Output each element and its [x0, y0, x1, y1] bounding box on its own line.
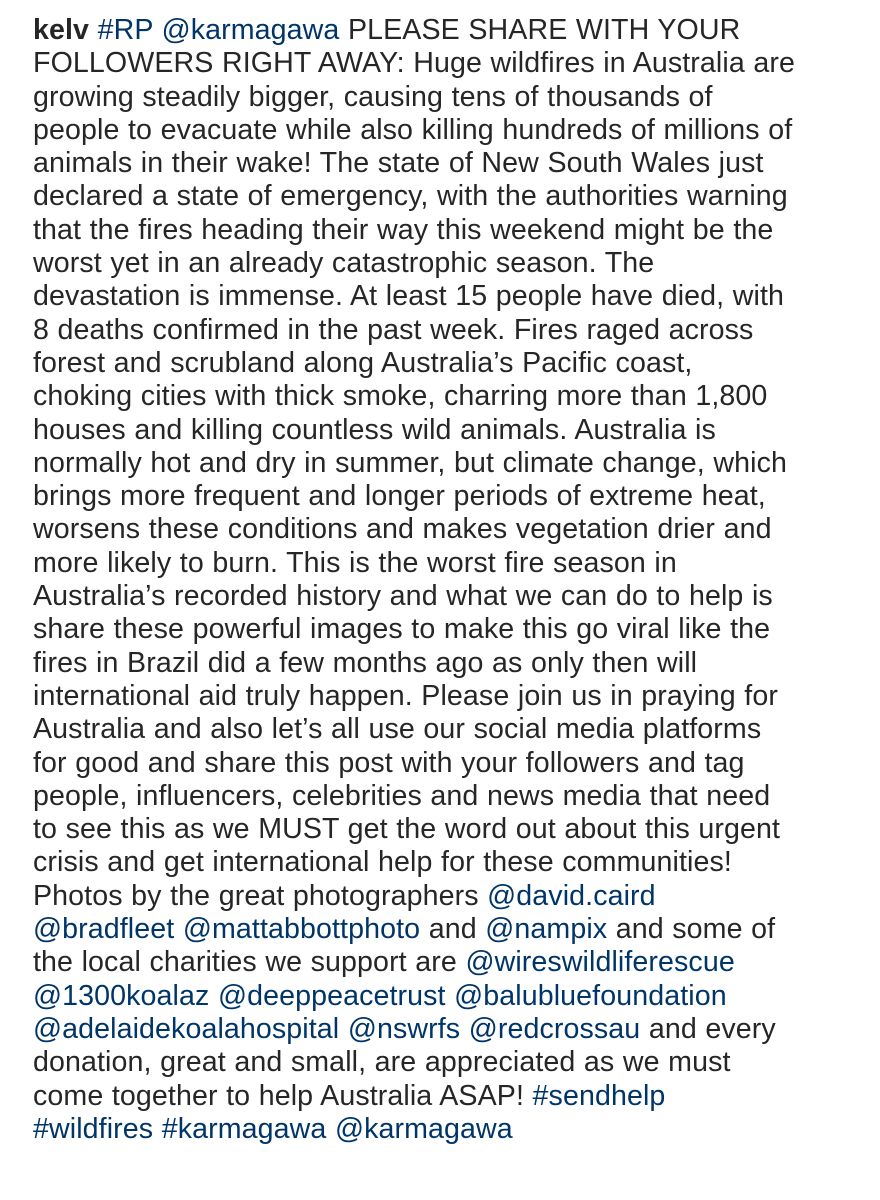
- caption-line: [33, 1013, 854, 1046]
- caption-text: [153, 14, 162, 46]
- mention-link[interactable]: @wireswildliferescue: [465, 946, 735, 979]
- caption-line: [33, 380, 854, 413]
- mention-link[interactable]: @deeppeacetrust: [217, 979, 446, 1012]
- caption-line: [33, 314, 854, 347]
- caption-line: [33, 280, 854, 313]
- caption-line: [33, 347, 854, 380]
- caption-text: more likely to burn. This is the worst fire season in: [33, 546, 677, 579]
- caption-text: worsens these conditions and makes vegetation drier and: [33, 513, 772, 546]
- caption-line: [33, 580, 854, 613]
- mention-link[interactable]: @david.caird: [487, 879, 656, 912]
- caption-line: [33, 214, 854, 247]
- caption-line: [33, 813, 854, 846]
- caption-text: the local charities we support are: [33, 946, 466, 979]
- caption-text: [174, 913, 183, 945]
- caption-line: [33, 1080, 854, 1113]
- caption-text: Photos by the great photographers: [33, 879, 488, 912]
- caption-text: to see this as we MUST get the word out about this urgent: [33, 813, 781, 846]
- caption-line: [33, 47, 854, 80]
- caption-text: people to evacuate while also killing hundreds of millions of: [33, 113, 793, 146]
- caption-text: that the fires heading their way this weekend might be the: [33, 213, 774, 246]
- caption-line: [33, 147, 854, 180]
- caption-line: [33, 114, 854, 147]
- mention-link[interactable]: @karmagawa: [334, 1112, 513, 1145]
- mention-link[interactable]: @mattabbottphoto: [182, 913, 421, 946]
- caption-line: [33, 980, 854, 1013]
- caption-line: [33, 180, 854, 213]
- caption-line: [33, 680, 854, 713]
- hashtag-link[interactable]: #sendhelp: [532, 1079, 666, 1112]
- caption-text: animals in their wake! The state of New South Wales just: [33, 147, 764, 180]
- caption-line: [33, 647, 854, 680]
- caption-line: [33, 81, 854, 114]
- caption-text: brings more frequent and longer periods of extreme heat,: [33, 480, 766, 513]
- caption-line: [33, 613, 854, 646]
- caption-line: [33, 480, 854, 513]
- caption-text: devastation is immense. At least 15 people have died, with: [33, 280, 785, 313]
- caption-text: forest and scrubland along Australia’s Pacific coast,: [33, 346, 693, 379]
- mention-link[interactable]: @karmagawa: [161, 14, 340, 46]
- caption-line: [33, 780, 854, 813]
- caption-text: donation, great and small, are appreciated as we must: [33, 1046, 731, 1079]
- hashtag-link[interactable]: #RP: [97, 14, 154, 46]
- mention-link[interactable]: @1300koalaz: [33, 979, 210, 1012]
- caption-line: [33, 414, 854, 447]
- caption-text: and: [420, 913, 486, 946]
- caption-text: [339, 1013, 348, 1045]
- caption-line: [33, 447, 854, 480]
- hashtag-link[interactable]: #karmagawa: [161, 1112, 327, 1145]
- mention-link[interactable]: @adelaidekoalahospital: [33, 1012, 340, 1045]
- caption-text: [153, 1113, 162, 1145]
- caption-text: international aid truly happen. Please join us in praying for: [33, 679, 778, 712]
- caption-text: fires in Brazil did a few months ago as only then will: [33, 646, 698, 679]
- caption-text: choking cities with thick smoke, charring more than 1,800: [33, 380, 768, 413]
- caption-line: [33, 1046, 854, 1079]
- caption-text: declared a state of emergency, with the authorities warning: [33, 180, 788, 213]
- mention-link[interactable]: @nampix: [485, 913, 608, 946]
- caption-text: crisis and get international help for these communities!: [33, 846, 732, 879]
- mention-link[interactable]: @redcrossau: [468, 1012, 641, 1045]
- caption-text: 8 deaths confirmed in the past week. Fires raged across: [33, 313, 754, 346]
- caption-line: [33, 880, 854, 913]
- caption-text: people, influencers, celebrities and news media that need: [33, 779, 771, 812]
- caption-text: PLEASE SHARE WITH YOUR: [339, 14, 741, 46]
- caption-line: [33, 913, 854, 946]
- caption-text: [446, 980, 455, 1012]
- caption-text: and some of: [607, 913, 776, 946]
- caption-text: and every: [640, 1012, 776, 1045]
- caption-text: growing steadily bigger, causing tens of thousands of: [33, 80, 713, 113]
- caption-text: worst yet in an already catastrophic season. The: [33, 247, 655, 280]
- caption-text: Australia and also let’s all use our social media platforms: [33, 713, 762, 746]
- caption-text: FOLLOWERS RIGHT AWAY: Huge wildfires in Australia are: [33, 47, 796, 80]
- caption-line: [33, 747, 854, 780]
- hashtag-link[interactable]: #wildfires: [33, 1112, 154, 1145]
- caption-line: [33, 14, 854, 47]
- caption-text: come together to help Australia ASAP!: [33, 1079, 533, 1112]
- caption-text: share these powerful images to make this go viral like the: [33, 613, 771, 646]
- caption-text: [326, 1113, 335, 1145]
- caption-line: [33, 713, 854, 746]
- caption-line: [33, 547, 854, 580]
- caption-line: [33, 946, 854, 979]
- mention-link[interactable]: @bradfleet: [33, 913, 175, 946]
- username-link[interactable]: kelv: [33, 14, 90, 46]
- caption-line: [33, 247, 854, 280]
- caption-text: [209, 980, 218, 1012]
- caption-text: Australia’s recorded history and what we can do to help is: [33, 580, 773, 613]
- caption-line: [33, 1113, 854, 1146]
- caption-text: for good and share this post with your followers and tag: [33, 746, 745, 779]
- caption-text: normally hot and dry in summer, but climate change, which: [33, 446, 787, 479]
- caption-line: [33, 513, 854, 546]
- mention-link[interactable]: @nswrfs: [347, 1012, 461, 1045]
- caption-line: [33, 846, 854, 879]
- mention-link[interactable]: @balubluefoundation: [454, 979, 727, 1012]
- caption-text: [460, 1013, 469, 1045]
- caption-text: houses and killing countless wild animals. Australia is: [33, 413, 716, 446]
